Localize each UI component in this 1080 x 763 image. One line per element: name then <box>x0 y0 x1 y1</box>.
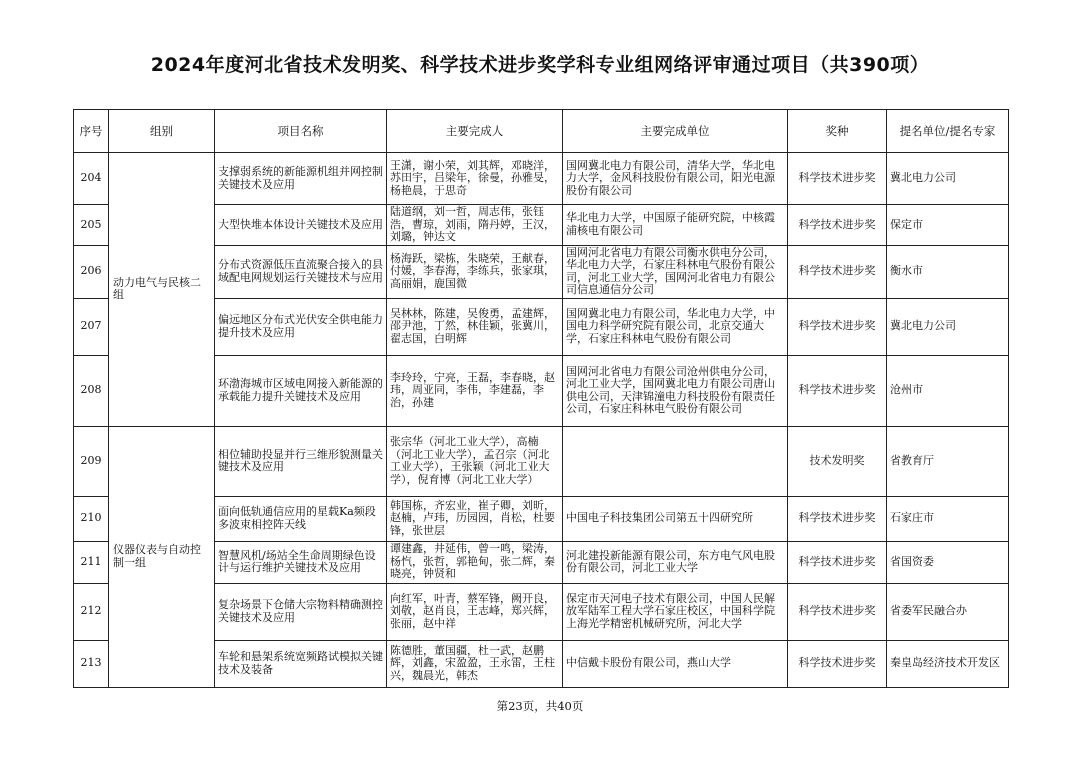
main-people: 陈德胜，董国疆，杜一武，赵鹏辉，刘鑫，宋盈盈，王永雷，王柱兴，魏晨光，韩杰 <box>387 640 563 687</box>
main-people: 杨海跃，梁栋，朱晓荣，王献春，付媛，李春海，李练兵，张家琪，高丽娟，鹿国微 <box>387 245 563 298</box>
row-number: 206 <box>74 245 109 298</box>
table-row <box>74 245 1009 298</box>
nominator: 冀北电力公司 <box>887 298 1009 355</box>
row-number: 205 <box>74 205 109 246</box>
nominator: 省委军民融合办 <box>887 583 1009 640</box>
row-number: 209 <box>74 426 109 496</box>
main-units: 保定市天河电子技术有限公司，中国人民解放军陆军工程大学石家庄校区，中国科学院上海光学精密机械研究所，河北大学 <box>563 583 788 640</box>
project-name: 分布式资源低压直流聚合接入的县域配电网规划运行关键技术与应用 <box>215 245 387 298</box>
header-nominator: 提名单位/提名专家 <box>887 110 1009 153</box>
project-name: 智慧风机/场站全生命周期绿色设计与运行维护关键技术及应用 <box>215 541 387 583</box>
group-cell: 动力电气与民核二组 <box>109 153 215 427</box>
table-row <box>74 640 1009 687</box>
page-title: 2024年度河北省技术发明奖、科学技术进步奖学科专业组网络评审通过项目（共390项） <box>150 54 930 76</box>
nominator: 衡水市 <box>887 245 1009 298</box>
main-units: 国网河北省电力有限公司衡水供电分公司，华北电力大学，石家庄科林电气股份有限公司，河北工业大学，国网河北省电力有限公司信息通信分公司 <box>563 245 788 298</box>
header-award: 奖种 <box>788 110 887 153</box>
award-type: 科学技术进步奖 <box>788 245 887 298</box>
award-type: 科学技术进步奖 <box>788 153 887 205</box>
header-project-name: 项目名称 <box>215 110 387 153</box>
nominator: 石家庄市 <box>887 496 1009 541</box>
nominator: 冀北电力公司 <box>887 153 1009 205</box>
table-row <box>74 426 1009 496</box>
table-row <box>74 541 1009 583</box>
award-type: 科学技术进步奖 <box>788 205 887 246</box>
main-people: 吴林林，陈建，吴俊勇，孟建辉，邵尹池，丁然，林佳颖，张冀川，翟志国，白明辉 <box>387 298 563 355</box>
nominator: 省教育厅 <box>887 426 1009 496</box>
row-number: 212 <box>74 583 109 640</box>
main-people: 张宗华（河北工业大学），高楠（河北工业大学），孟召宗（河北工业大学），王张颖（河北工业大学），倪育博（河北工业大学） <box>387 426 563 496</box>
project-name: 相位辅助投显并行三维形貌测量关键技术及应用 <box>215 426 387 496</box>
main-units <box>563 426 788 496</box>
header-no: 序号 <box>74 110 109 153</box>
project-name: 车轮和悬架系统宽频路试模拟关键技术及装备 <box>215 640 387 687</box>
main-people: 韩国栋，齐宏业，崔子卿，刘昕，赵楠，卢玮，历园园，肖松，杜要锋，张世层 <box>387 496 563 541</box>
project-name: 偏远地区分布式光伏安全供电能力提升技术及应用 <box>215 298 387 355</box>
group-cell: 仪器仪表与自动控制一组 <box>109 426 215 687</box>
header-units: 主要完成单位 <box>563 110 788 153</box>
header-people: 主要完成人 <box>387 110 563 153</box>
main-units: 中国电子科技集团公司第五十四研究所 <box>563 496 788 541</box>
nominator: 沧州市 <box>887 355 1009 426</box>
table-row <box>74 298 1009 355</box>
main-people: 陆道纲，刘一哲，周志伟，张钰浩，曹琼，刘雨，隋丹婷，王汉，刘璐，钟达文 <box>387 205 563 246</box>
award-type: 科学技术进步奖 <box>788 496 887 541</box>
table-row <box>74 583 1009 640</box>
nominator: 保定市 <box>887 205 1009 246</box>
main-people: 谭建鑫，井延伟，曾一鸣，梁涛，杨忾，张哲，郭艳甸，张二辉，秦晓亮，钟贤和 <box>387 541 563 583</box>
projects-table <box>73 109 1009 688</box>
award-type: 科学技术进步奖 <box>788 298 887 355</box>
main-units: 华北电力大学，中国原子能研究院，中核霞浦核电有限公司 <box>563 205 788 246</box>
row-number: 208 <box>74 355 109 426</box>
project-name: 支撑弱系统的新能源机组并网控制关键技术及应用 <box>215 153 387 205</box>
table-row <box>74 153 1009 205</box>
table-row <box>74 355 1009 426</box>
project-name: 复杂场景下仓储大宗物料精确测控关键技术及应用 <box>215 583 387 640</box>
main-people: 李玲玲，宁亮，王磊，李春晓，赵玮，周亚同，李伟，李建磊，李治，孙建 <box>387 355 563 426</box>
main-units: 国网冀北电力有限公司，华北电力大学，中国电力科学研究院有限公司，北京交通大学，石家庄科林电气股份有限公司 <box>563 298 788 355</box>
award-type: 科学技术进步奖 <box>788 583 887 640</box>
table-row <box>74 496 1009 541</box>
award-type: 技术发明奖 <box>788 426 887 496</box>
main-people: 王潇，谢小荣，刘其辉，邓晓洋，苏田宇，吕梁年，徐曼，孙雅旻，杨艳晨，于思奇 <box>387 153 563 205</box>
main-units: 国网冀北电力有限公司，清华大学，华北电力大学，金风科技股份有限公司，阳光电源股份有限公司 <box>563 153 788 205</box>
award-type: 科学技术进步奖 <box>788 541 887 583</box>
row-number: 213 <box>74 640 109 687</box>
page-footer: 第23页，共40页 <box>496 699 584 713</box>
row-number: 204 <box>74 153 109 205</box>
project-name: 大型快堆本体设计关键技术及应用 <box>215 205 387 246</box>
award-type: 科学技术进步奖 <box>788 640 887 687</box>
main-units: 中信戴卡股份有限公司，燕山大学 <box>563 640 788 687</box>
row-number: 207 <box>74 298 109 355</box>
table-header-row <box>74 110 1009 153</box>
nominator: 省国资委 <box>887 541 1009 583</box>
project-name: 环渤海城市区域电网接入新能源的承载能力提升关键技术及应用 <box>215 355 387 426</box>
main-units: 国网河北省电力有限公司沧州供电分公司，河北工业大学，国网冀北电力有限公司唐山供电公司，天津锦潼电力科技股份有限责任公司，石家庄科林电气股份有限公司 <box>563 355 788 426</box>
row-number: 210 <box>74 496 109 541</box>
main-units: 河北建投新能源有限公司，东方电气风电股份有限公司，河北工业大学 <box>563 541 788 583</box>
header-group: 组别 <box>109 110 215 153</box>
nominator: 秦皇岛经济技术开发区 <box>887 640 1009 687</box>
main-people: 向红军，叶青，蔡军锋，阙开良，刘敬，赵肖良，王志峰，郑兴辉，张丽，赵中祥 <box>387 583 563 640</box>
project-name: 面向低轨通信应用的星载Ka频段多波束相控阵天线 <box>215 496 387 541</box>
table-row <box>74 205 1009 246</box>
award-type: 科学技术进步奖 <box>788 355 887 426</box>
row-number: 211 <box>74 541 109 583</box>
